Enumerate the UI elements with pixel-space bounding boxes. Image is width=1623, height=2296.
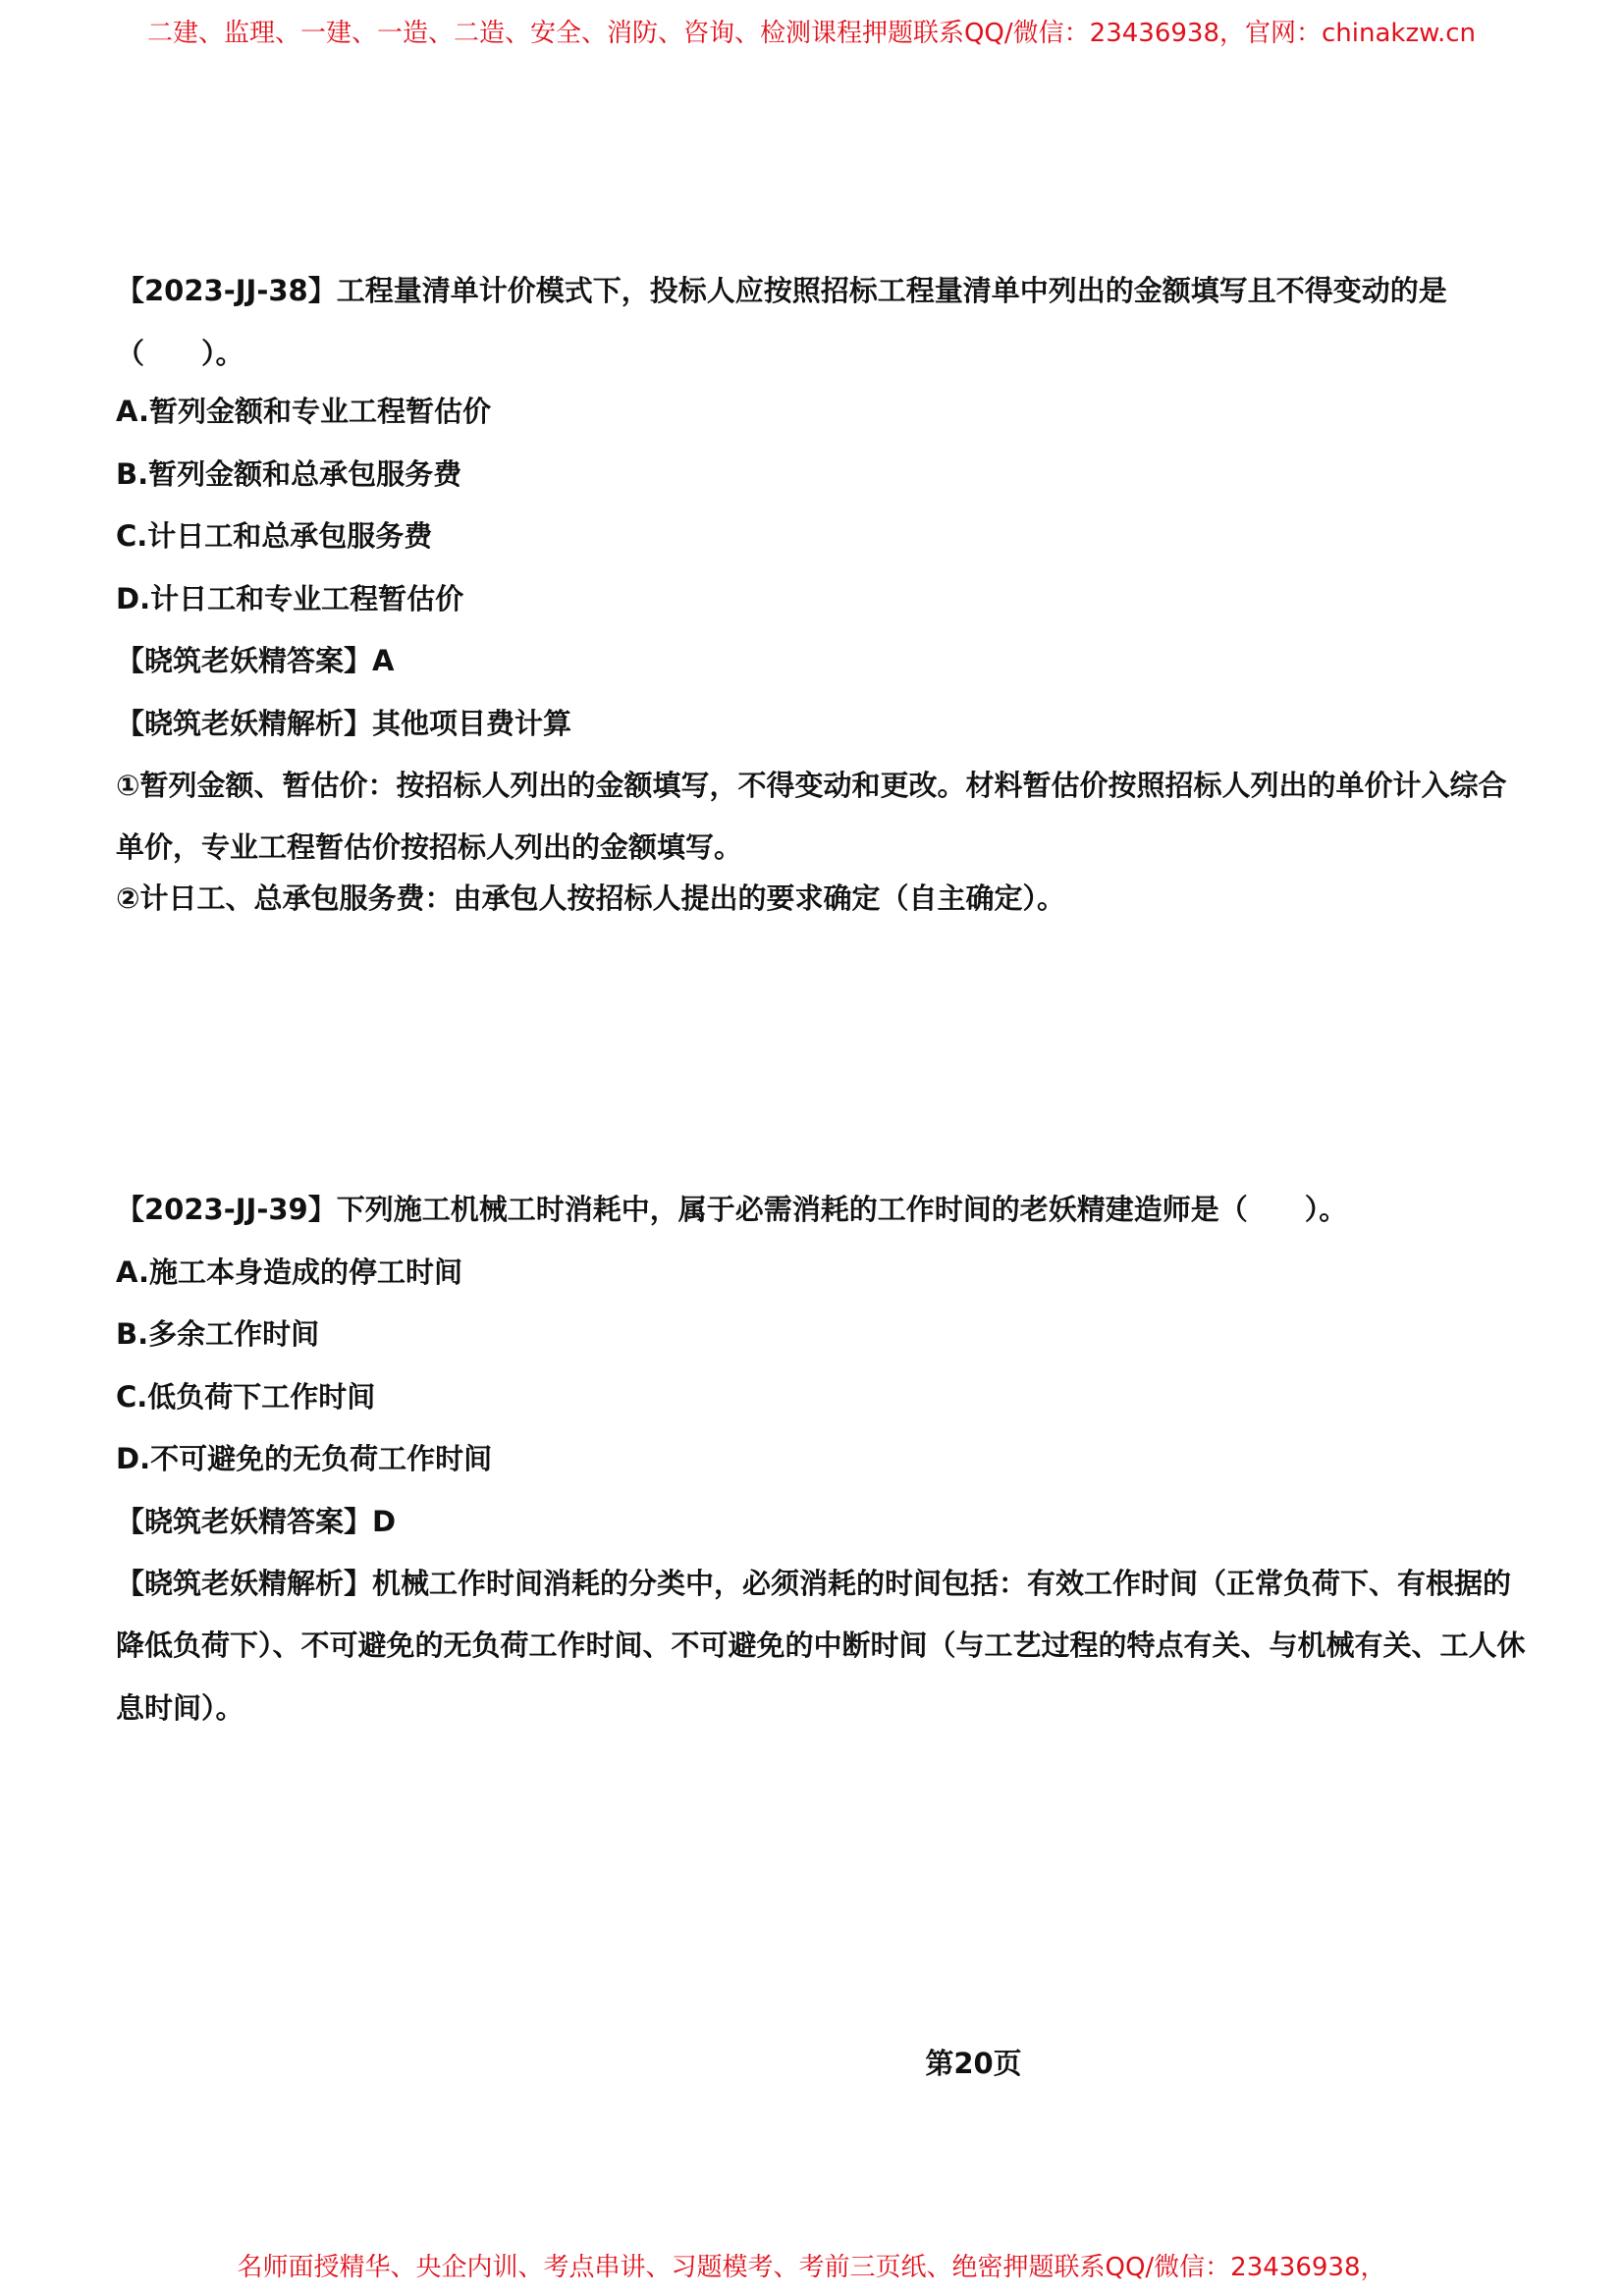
analysis-point-1: ①暂列金额、暂估价：按招标人列出的金额填写，不得变动和更改。材料暂估价按照招标人列出的单价计入综合单价，专业工程暂估价按招标人列出的金额填写。 (116, 768, 1507, 864)
analysis-title: 【晓筑老妖精解析】其他项目费计算 (116, 706, 572, 740)
page-number: 第20页 (925, 2047, 1022, 2080)
option-a: A.施工本身造成的停工时间 (116, 1255, 462, 1289)
answer: 【晓筑老妖精答案】A (116, 644, 395, 677)
option-c: C.低负荷下工作时间 (116, 1379, 376, 1414)
analysis: 【晓筑老妖精解析】机械工作时间消耗的分类中，必须消耗的时间包括：有效工作时间（正常负荷下、有根据的降低负荷下）、不可避免的无负荷工作时间、不可避免的中断时间（与工艺过程的特点有关、与机械有关、工人休息时间）。 (116, 1566, 1526, 1725)
question-stem: 【2023-JJ-38】工程量清单计价模式下，投标人应按照招标工程量清单中列出的金额填写且不得变动的是（ ）。 (116, 274, 1447, 370)
option-b: B.多余工作时间 (116, 1317, 320, 1351)
analysis-point-2: ②计日工、总承包服务费：由承包人按招标人提出的要求确定（自主确定）。 (116, 881, 1066, 915)
question-stem: 【2023-JJ-39】下列施工机械工时消耗中，属于必需消耗的工作时间的老妖精建造师是（ ）。 (116, 1193, 1348, 1226)
option-a: A.暂列金额和专业工程暂估价 (116, 395, 491, 428)
question-38 (116, 260, 1530, 941)
option-c: C.计日工和总承包服务费 (116, 519, 433, 553)
header-banner: 二建、监理、一建、一造、二造、安全、消防、咨询、检测课程押题联系QQ/微信：23436938，官网：chinakzw.cn (146, 19, 1477, 48)
option-d: D.不可避免的无负荷工作时间 (116, 1442, 493, 1475)
answer: 【晓筑老妖精答案】D (116, 1504, 397, 1538)
option-b: B.暂列金额和总承包服务费 (116, 456, 462, 491)
footer-banner: 名师面授精华、央企内训、考点串讲、习题模考、考前三页纸、绝密押题联系QQ/微信：23436938， (237, 2253, 1386, 2282)
question-39 (116, 1191, 1530, 1739)
option-d: D.计日工和专业工程暂估价 (116, 581, 464, 615)
